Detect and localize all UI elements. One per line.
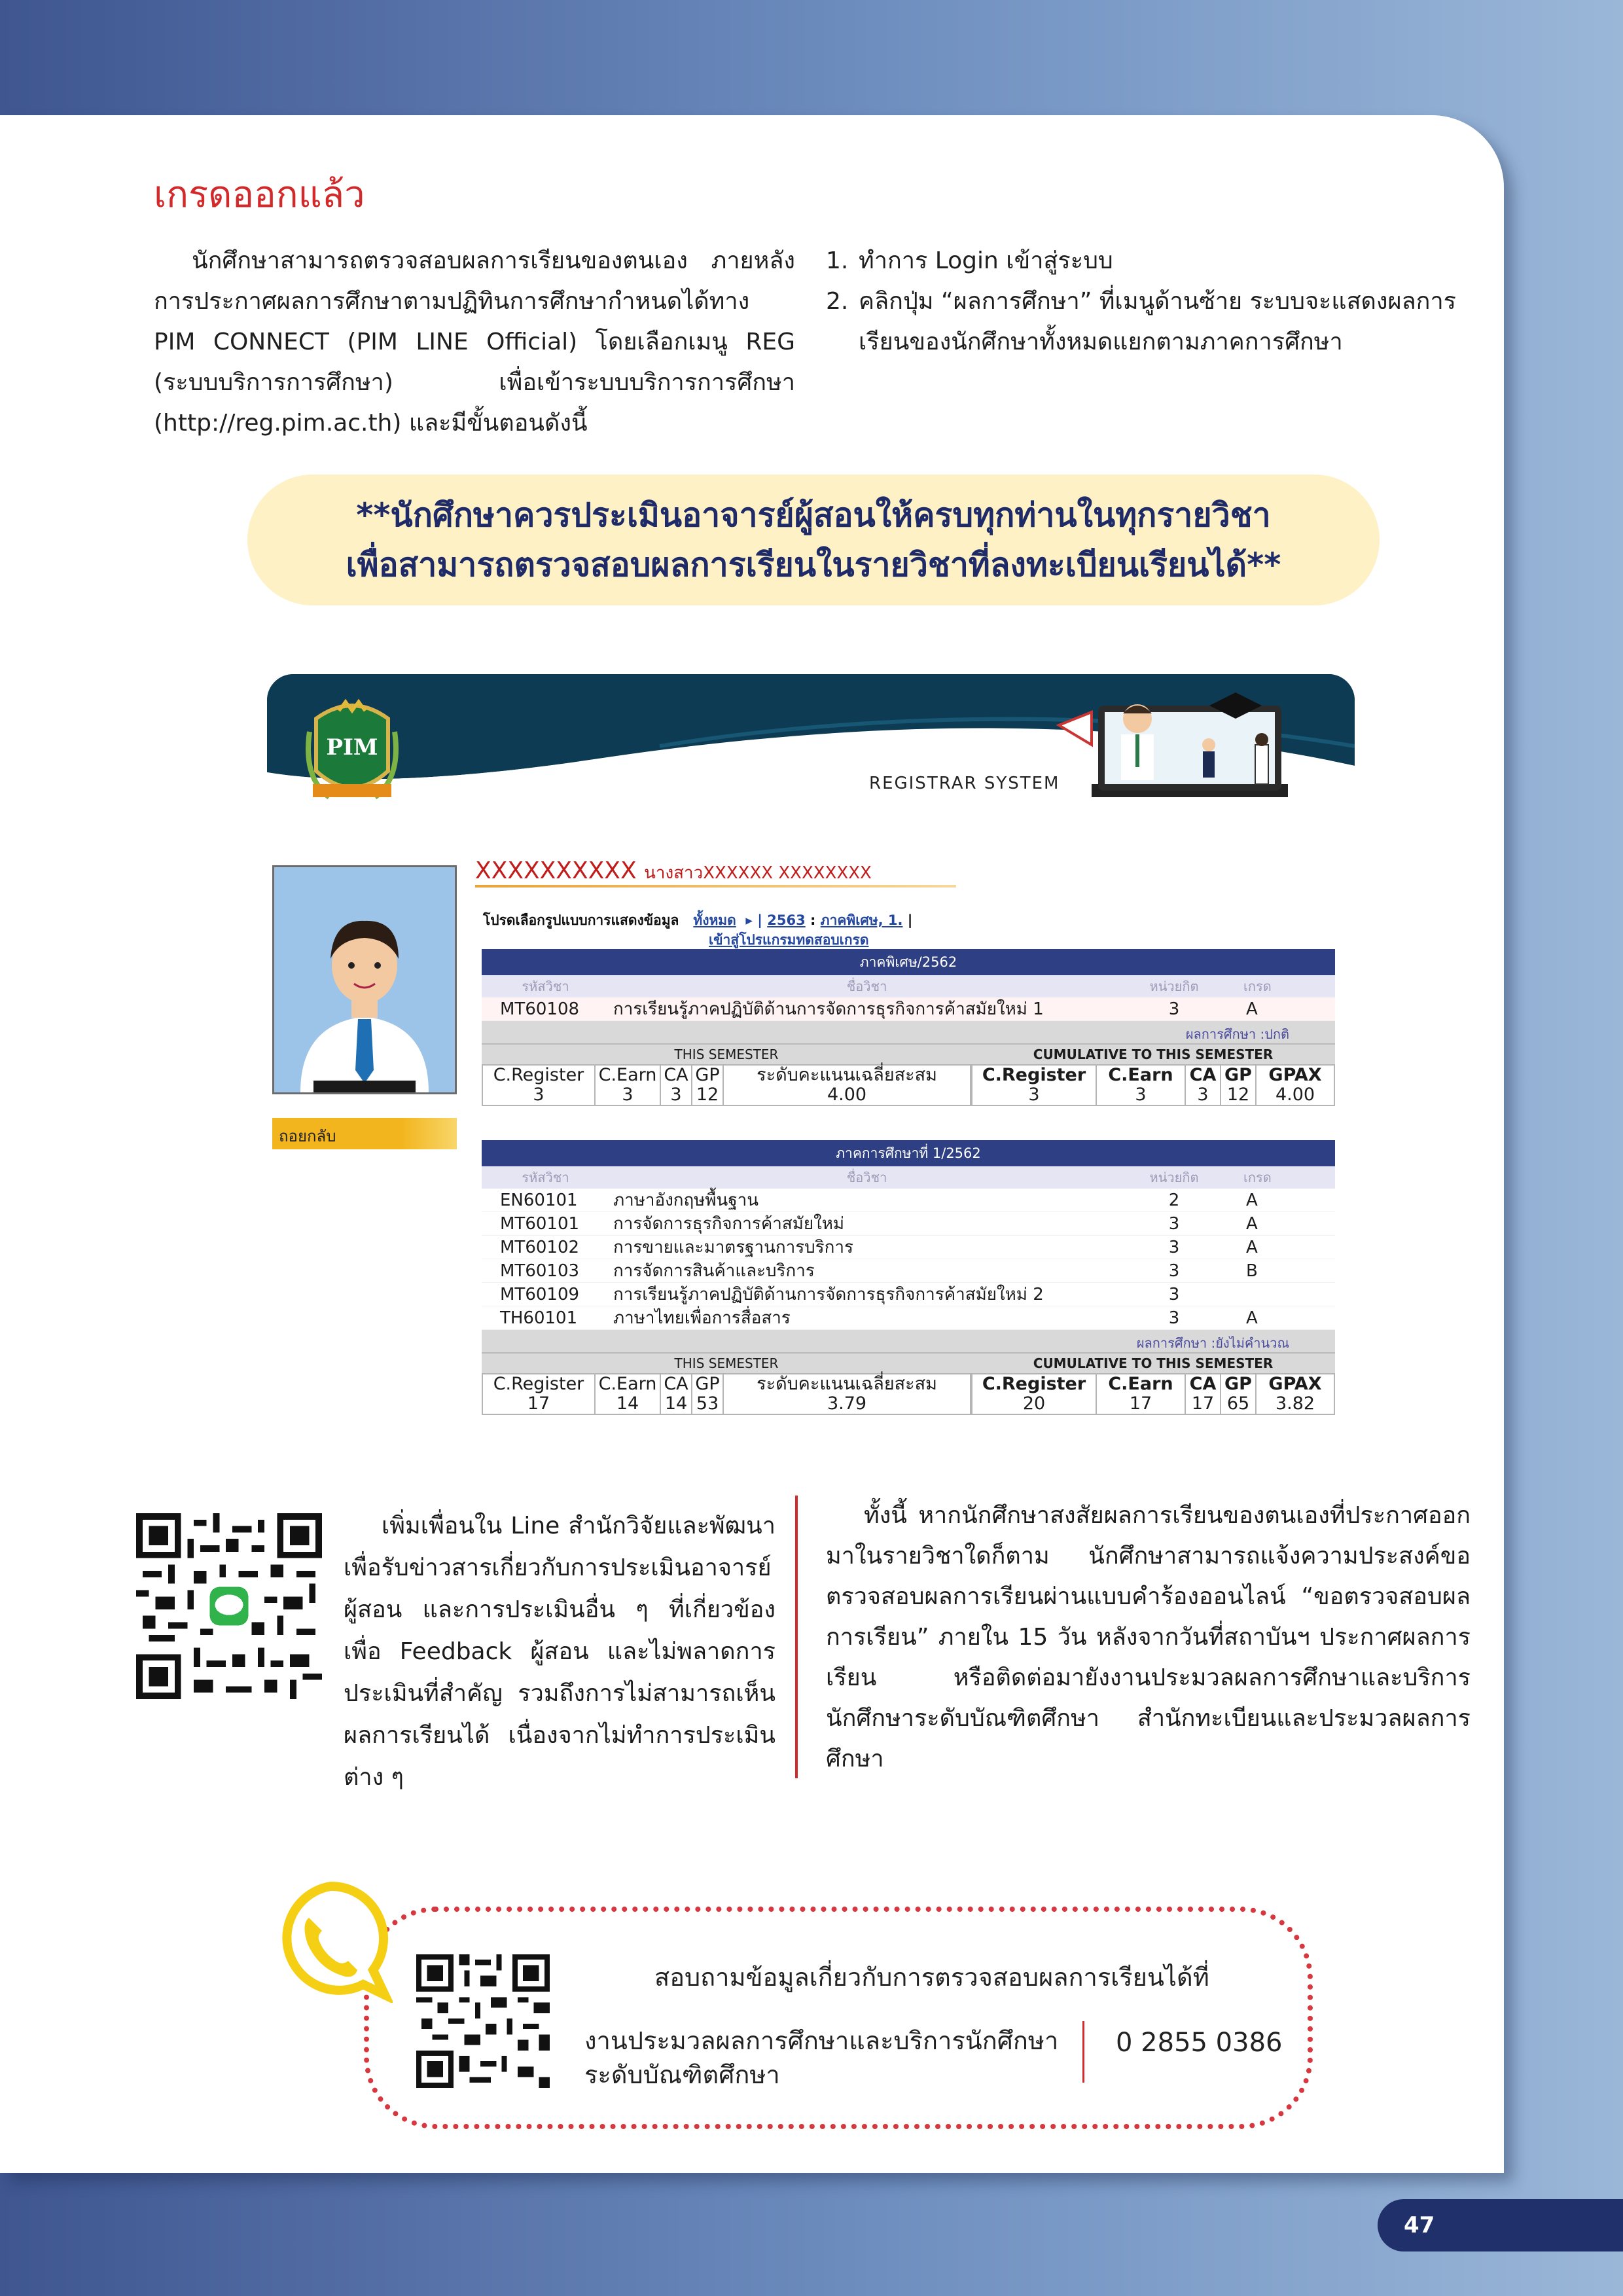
sum-header: C.Register <box>982 1374 1086 1394</box>
sum-header: ระดับคะแนนเฉลี่ยสะสม <box>757 1374 937 1394</box>
notice-line-2: เพื่อสามารถตรวจสอบผลการเรียนในรายวิชาที่ลงทะเบียนเรียนได้** <box>346 546 1281 584</box>
course-credit: 3 <box>1168 999 1180 1019</box>
col-grade: เกรด <box>1243 978 1272 994</box>
registrar-screenshot <box>267 674 1355 1427</box>
sum-header: GP <box>695 1065 720 1085</box>
page-number: 47 <box>1378 2199 1623 2251</box>
this-semester-label: THIS SEMESTER <box>482 1043 971 1063</box>
step-number: 1. <box>826 247 849 274</box>
column-headers <box>482 1166 1335 1189</box>
student-photo <box>272 865 457 1094</box>
course-code: TH60101 <box>500 1308 578 1328</box>
notice-line-1: **นักศึกษาควรประเมินอาจารย์ผู้สอนให้ครบทุกท่านในทุกรายวิชา <box>356 496 1271 534</box>
course-code: MT60109 <box>500 1285 580 1304</box>
contact-phone[interactable]: 0 2855 0386 <box>1116 2028 1283 2058</box>
sum-value: 3 <box>1135 1085 1147 1105</box>
sum-value: 3 <box>670 1085 682 1105</box>
sum-header: CA <box>1189 1065 1217 1085</box>
col-code: รหัสวิชา <box>522 978 569 994</box>
course-code: MT60101 <box>500 1214 580 1234</box>
section-title: เกรดออกแล้ว <box>154 173 365 216</box>
sum-value: 3.79 <box>827 1393 867 1414</box>
contact-divider <box>1082 2021 1084 2083</box>
course-grade: A <box>1246 999 1258 1019</box>
course-credit: 3 <box>1168 1285 1180 1304</box>
table-row <box>482 1259 1335 1283</box>
line-paragraph: เพิ่มเพื่อนใน Line สำนักวิจัยและพัฒนา เพื่อรับข่าวสารเกี่ยวกับการประเมินอาจารย์ผู้สอน และการประเมินอื่น ๆ ที่เกี่ยวข้อง เพื่อ Feedback ผู้สอน และไม่พลาดการประเมินที่สำคัญ รวมถึงการไม่สามารถเห็นผลการเรียนได้ เนื่องจากไม่ทำการประเมินต่าง ๆ <box>344 1513 776 1791</box>
course-code: EN60101 <box>500 1191 578 1210</box>
cumulative-summary <box>971 1330 1335 1415</box>
appeal-paragraph: ทั้งนี้ หากนักศึกษาสงสัยผลการเรียนของตนเองที่ประกาศออกมาในรายวิชาใดก็ตาม นักศึกษาสามารถแจ้งความประสงค์ขอตรวจสอบผลการเรียนผ่านแบบคำร้องออนไลน์ “ขอตรวจสอบผลการเรียน” ภายใน 15 วัน หลังจากวันที่สถาบันฯ ประกาศผลการเรียน หรือติดต่อมายังงานประมวลผลการศึกษาและบริการนักศึกษาระดับบัณฑิตศึกษา สำนักทะเบียนและประมวลผลการศึกษา <box>826 1502 1471 1772</box>
course-code: MT60108 <box>500 999 580 1019</box>
sum-header: ระดับคะแนนเฉลี่ยสะสม <box>757 1065 937 1085</box>
cumulative-label: CUMULATIVE TO THIS SEMESTER <box>971 1043 1335 1063</box>
student-fullname: นางสาวXXXXXX XXXXXXXX <box>644 863 872 883</box>
course-code: MT60102 <box>500 1238 580 1257</box>
sum-header: C.Register <box>493 1374 584 1394</box>
course-grade: A <box>1246 1308 1258 1328</box>
term-table <box>482 1140 1335 1415</box>
banner-illustration <box>1039 679 1347 843</box>
course-credit: 3 <box>1168 1261 1180 1281</box>
sum-value: 14 <box>616 1393 639 1414</box>
sum-value: 3 <box>1028 1085 1040 1105</box>
sum-header: C.Earn <box>1108 1065 1173 1085</box>
sum-header: C.Earn <box>598 1374 657 1394</box>
step-item <box>826 241 1471 281</box>
sum-header: GP <box>695 1374 720 1394</box>
phone-icon <box>268 1878 393 2003</box>
sum-value: 3 <box>622 1085 633 1105</box>
sum-value: 17 <box>527 1393 550 1414</box>
table-row <box>482 1189 1335 1212</box>
result-status: ผลการศึกษา :ปกติ <box>1185 1026 1289 1042</box>
step-text: คลิกปุ่ม “ผลการศึกษา” ที่เมนูด้านซ้าย ระบบจะแสดงผลการเรียนของนักศึกษาทั้งหมดแยกตามภาคการศึกษา <box>859 288 1457 355</box>
sum-value: 3 <box>533 1085 544 1105</box>
column-headers <box>482 975 1335 997</box>
contact-organization <box>584 2024 1058 2092</box>
contact-org-line-2: ระดับบัณฑิตศึกษา <box>584 2060 780 2089</box>
col-name: ชื่อวิชา <box>846 978 887 994</box>
sum-value: 12 <box>696 1085 719 1105</box>
sum-value: 65 <box>1226 1393 1250 1414</box>
sum-value: 4.00 <box>1275 1085 1315 1105</box>
course-name: การเรียนรู้ภาคปฏิบัติด้านการจัดการธุรกิจการค้าสมัยใหม่ 2 <box>613 1285 1044 1304</box>
select-term-link[interactable]: ภาคพิเศษ, 1. <box>820 912 903 928</box>
sum-value: 3 <box>1197 1085 1209 1105</box>
course-credit: 3 <box>1168 1214 1180 1234</box>
steps-list <box>826 241 1471 363</box>
grade-test-link[interactable]: เข้าสู่โปรแกรมทดสอบเกรด <box>709 932 869 948</box>
sum-header: GP <box>1224 1065 1252 1085</box>
sum-header: C.Earn <box>598 1065 657 1085</box>
sum-header: CA <box>1189 1374 1217 1394</box>
sum-value: 3.82 <box>1275 1393 1315 1414</box>
sum-header: CA <box>664 1065 688 1085</box>
contact-title: สอบถามข้อมูลเกี่ยวกับการตรวจสอบผลการเรียนได้ที่ <box>654 1963 1209 1992</box>
system-title-bold: การศึกษา <box>909 733 1079 781</box>
system-title-normal: ระบบบริการ <box>725 738 910 780</box>
term-title: ภาคพิเศษ/2562 <box>482 949 1335 975</box>
step-item <box>826 281 1471 363</box>
logo-text: PIM <box>326 734 378 761</box>
sum-header: GP <box>1224 1374 1252 1394</box>
course-credit: 3 <box>1168 1238 1180 1257</box>
course-credit: 2 <box>1168 1191 1180 1210</box>
course-credit: 3 <box>1168 1308 1180 1328</box>
col-code: รหัสวิชา <box>522 1170 569 1185</box>
table-row <box>482 997 1335 1021</box>
sum-value: 20 <box>1022 1393 1046 1414</box>
cumulative-label: CUMULATIVE TO THIS SEMESTER <box>971 1352 1335 1372</box>
col-grade: เกรด <box>1243 1170 1272 1185</box>
sum-header: C.Earn <box>1108 1374 1173 1394</box>
intro-paragraph: นักศึกษาสามารถตรวจสอบผลการเรียนของตนเอง ภายหลังการประกาศผลการศึกษาตามปฏิทินการศึกษากำหนดได้ทาง PIM CONNECT (PIM LINE Official) โดยเลือกเมนู REG (ระบบบริการการศึกษา) เพื่อเข้าระบบบริการการศึกษา (http://reg.pim.ac.th) และมีขั้นตอนดังนี้ <box>154 247 795 437</box>
contact-qr-code[interactable] <box>416 1954 550 2088</box>
sum-header: GPAX <box>1268 1065 1322 1085</box>
back-button[interactable]: ถอยกลับ <box>272 1118 457 1149</box>
col-name: ชื่อวิชา <box>846 1170 887 1185</box>
course-name: ภาษาไทยเพื่อการสื่อสาร <box>613 1308 791 1328</box>
sum-value: 14 <box>664 1393 688 1414</box>
step-number: 2. <box>826 288 849 315</box>
sum-header: GPAX <box>1268 1374 1322 1394</box>
display-selector: โปรดเลือกรูปแบบการแสดงข้อมูล ทั้งหมด ▸ | 2563 : ภาคพิเศษ, 1. | <box>483 912 913 928</box>
table-row <box>482 1306 1335 1330</box>
this-semester-label: THIS SEMESTER <box>482 1352 971 1372</box>
pim-logo <box>303 692 401 810</box>
sum-header: CA <box>664 1374 688 1394</box>
term-table <box>482 949 1335 1106</box>
select-year-link[interactable]: 2563 <box>767 912 806 928</box>
course-code: MT60103 <box>500 1261 580 1281</box>
course-grade: A <box>1246 1238 1258 1257</box>
course-grade <box>1224 1283 1335 1306</box>
sum-value: 17 <box>1191 1393 1215 1414</box>
cumulative-summary <box>971 1021 1335 1106</box>
this-semester-summary <box>482 1021 971 1106</box>
table-row <box>482 1236 1335 1259</box>
course-name: การเรียนรู้ภาคปฏิบัติด้านการจัดการธุรกิจการค้าสมัยใหม่ 1 <box>613 999 1044 1019</box>
student-name <box>475 857 872 886</box>
table-row <box>482 1283 1335 1306</box>
this-semester-summary <box>482 1330 971 1415</box>
term-summary <box>482 1330 1335 1415</box>
select-all-link[interactable]: ทั้งหมด <box>693 912 736 928</box>
sum-value: 4.00 <box>827 1085 867 1105</box>
step-text: ทำการ Login เข้าสู่ระบบ <box>859 247 1113 274</box>
sum-header: C.Register <box>493 1065 584 1085</box>
system-subtitle: REGISTRAR SYSTEM <box>869 774 1060 793</box>
line-qr-code[interactable] <box>136 1513 322 1699</box>
column-divider <box>795 1496 798 1778</box>
course-grade: A <box>1246 1214 1258 1234</box>
course-name: การจัดการสินค้าและบริการ <box>613 1261 815 1281</box>
name-underline <box>475 885 956 888</box>
registrar-banner <box>267 674 1355 843</box>
result-status: ผลการศึกษา :ยังไม่คำนวณ <box>1136 1335 1289 1351</box>
sum-header: C.Register <box>982 1065 1086 1085</box>
course-grade: B <box>1246 1261 1258 1281</box>
col-credit: หน่วยกิต <box>1149 978 1199 994</box>
select-label: โปรดเลือกรูปแบบการแสดงข้อมูล <box>483 912 679 928</box>
course-name: ภาษาอังกฤษพื้นฐาน <box>613 1191 759 1210</box>
col-credit: หน่วยกิต <box>1149 1170 1199 1185</box>
course-name: การจัดการธุรกิจการค้าสมัยใหม่ <box>613 1214 845 1234</box>
student-id: XXXXXXXXXX <box>475 857 637 884</box>
contact-org-line-1: งานประมวลผลการศึกษาและบริการนักศึกษา <box>584 2026 1059 2055</box>
term-title: ภาคการศึกษาที่ 1/2562 <box>482 1140 1335 1166</box>
sum-value: 17 <box>1129 1393 1152 1414</box>
sum-value: 12 <box>1226 1085 1250 1105</box>
course-grade: A <box>1246 1191 1258 1210</box>
evaluation-notice <box>247 475 1380 605</box>
sum-value: 53 <box>696 1393 719 1414</box>
table-row <box>482 1212 1335 1236</box>
course-name: การขายและมาตรฐานการบริการ <box>613 1238 853 1257</box>
term-summary <box>482 1021 1335 1106</box>
